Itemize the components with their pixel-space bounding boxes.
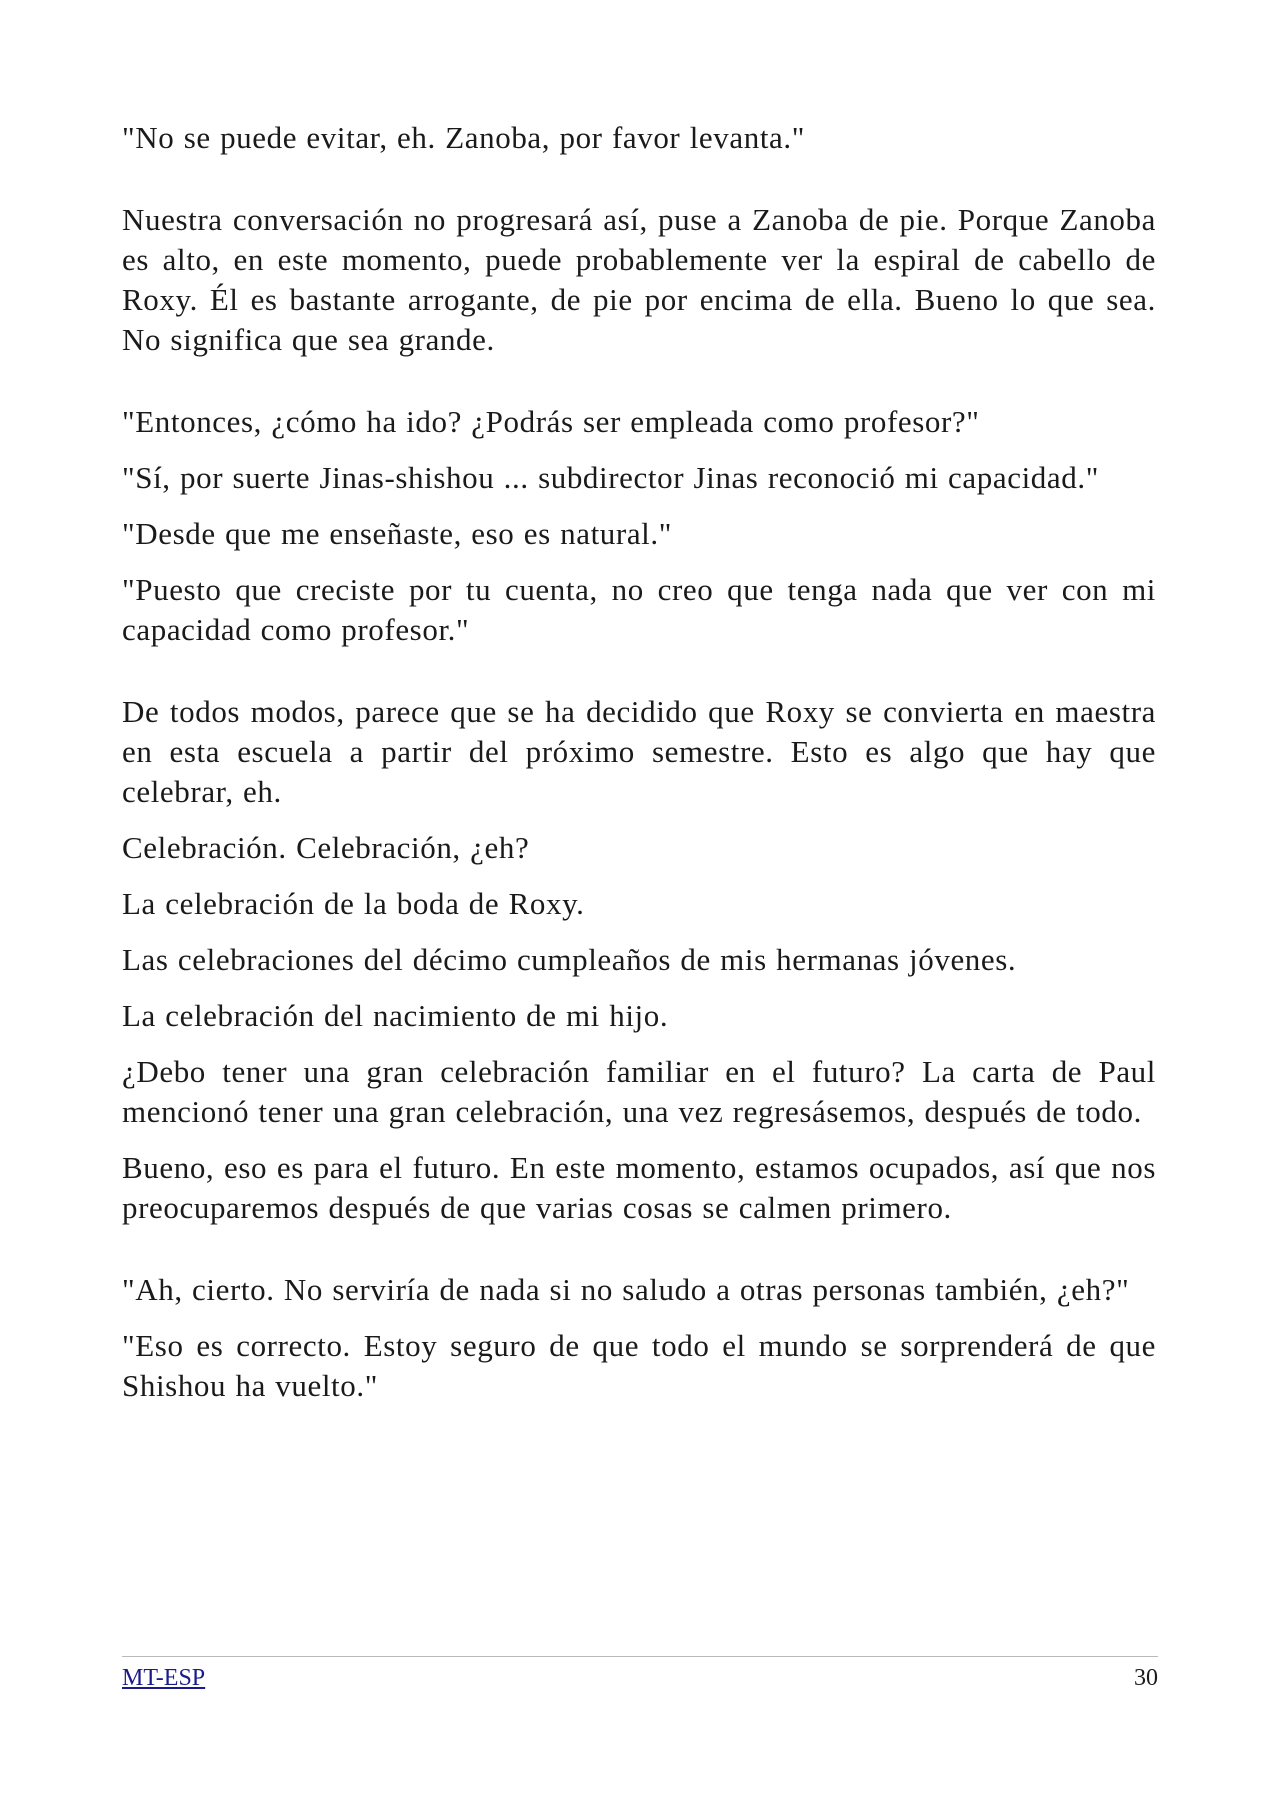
paragraph-2: Nuestra conversación no progresará así, puse a Zanoba de pie. Porque Zanoba es alto, en este momento, puede probablemente ver la espiral de cabello de Roxy. Él es bastante arrogante, de pie por encima de ella. Bueno lo que sea. No significa que sea grande.	[122, 202, 1156, 357]
paragraph-11: La celebración del nacimiento de mi hijo.	[122, 998, 669, 1033]
paragraph-9: La celebración de la boda de Roxy.	[122, 886, 585, 921]
paragraph-15: "Eso es correcto. Estoy seguro de que todo el mundo se sorprenderá de que Shishou ha vuelto."	[122, 1328, 1156, 1403]
paragraph-13: Bueno, eso es para el futuro. En este momento, estamos ocupados, así que nos preocuparemos después de que varias cosas se calmen primero.	[122, 1150, 1156, 1225]
paragraph-7: De todos modos, parece que se ha decidido que Roxy se convierta en maestra en esta escuela a partir del próximo semestre. Esto es algo que hay que celebrar, eh.	[122, 694, 1156, 809]
page-body	[122, 118, 1156, 1406]
paragraph-12: ¿Debo tener una gran celebración familiar en el futuro? La carta de Paul mencionó tener una gran celebración, una vez regresásemos, después de todo.	[122, 1054, 1156, 1129]
paragraph-6: "Puesto que creciste por tu cuenta, no creo que tenga nada que ver con mi capacidad como profesor."	[122, 572, 1156, 647]
paragraph-8: Celebración. Celebración, ¿eh?	[122, 830, 530, 865]
paragraph-10: Las celebraciones del décimo cumpleaños de mis hermanas jóvenes.	[122, 942, 1017, 977]
page-footer	[122, 1656, 1158, 1693]
footer-link[interactable]: MT-ESP	[122, 1665, 206, 1691]
page-number: 30	[1134, 1665, 1158, 1691]
paragraph-4: "Sí, por suerte Jinas-shishou ... subdirector Jinas reconoció mi capacidad."	[122, 460, 1099, 495]
paragraph-14: "Ah, cierto. No serviría de nada si no saludo a otras personas también, ¿eh?"	[122, 1272, 1130, 1307]
paragraph-3: "Entonces, ¿cómo ha ido? ¿Podrás ser empleada como profesor?"	[122, 404, 980, 439]
paragraph-5: "Desde que me enseñaste, eso es natural."	[122, 516, 673, 551]
paragraph-1: "No se puede evitar, eh. Zanoba, por favor levanta."	[122, 120, 806, 155]
